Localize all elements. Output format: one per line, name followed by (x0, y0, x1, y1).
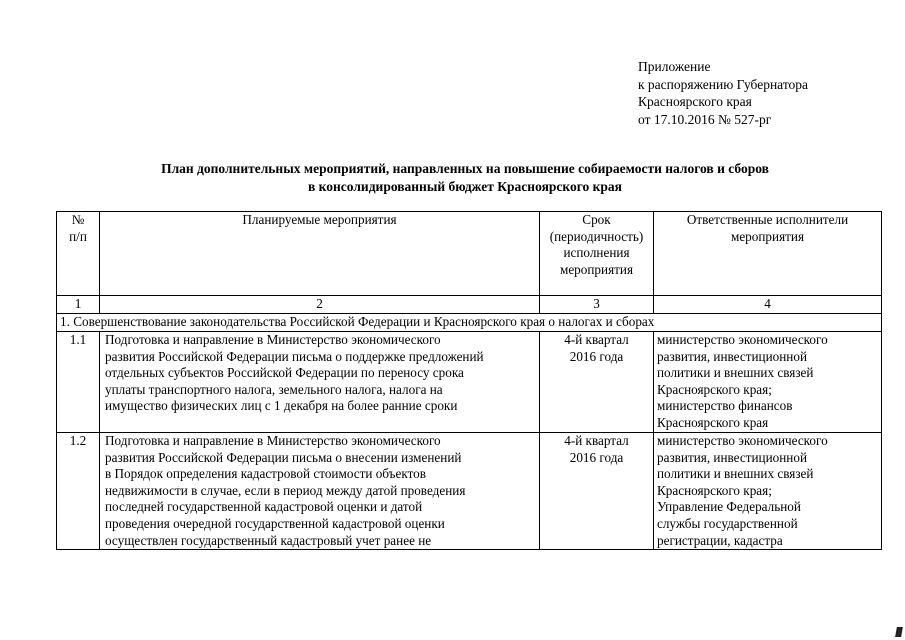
scan-artifact-mark (895, 627, 903, 637)
column-number: 3 (540, 296, 654, 314)
column-number: 2 (100, 296, 540, 314)
title-line-1: План дополнительных мероприятий, направленных на повышение собираемости налогов и сборов (161, 161, 769, 176)
column-number-row (57, 296, 882, 314)
title-line-2: в консолидированный бюджет Красноярского края (308, 179, 622, 194)
row-measure: Подготовка и направление в Министерство экономического развития Российской Федерации письма о поддержке предложений отдельных субъектов Российской Федерации по переносу срока уплаты транспортного налога, земельного налога, налога на имущество физических лиц с 1 декабря на более ранние сроки (100, 332, 540, 433)
appendix-line: Красноярского края (638, 94, 752, 109)
row-responsible: министерство экономического развития, инвестиционной политики и внешних связей Красноярского края; министерство финансов Красноярского края (654, 332, 882, 433)
table-row (57, 433, 882, 550)
row-deadline: 4-й квартал 2016 года (540, 332, 654, 433)
header-deadline: Срок (периодичность) исполнения мероприятия (540, 212, 654, 296)
row-responsible: министерство экономического развития, инвестиционной политики и внешних связей Красноярского края; Управление Федеральной службы государственной регистрации, кадастра (654, 433, 882, 550)
header-measures: Планируемые мероприятия (100, 212, 540, 296)
row-number: 1.2 (57, 433, 100, 550)
document-title (60, 160, 870, 196)
row-deadline: 4-й квартал 2016 года (540, 433, 654, 550)
header-num: № п/п (57, 212, 100, 296)
row-measure: Подготовка и направление в Министерство экономического развития Российской Федерации письма о внесении изменений в Порядок определения кадастровой стоимости объектов недвижимости в случае, если в период между датой проведения последней государственной кадастровой оценки и датой проведения очередной государственной кадастровой оценки осуществлен государственный кадастровый учет ранее не (100, 433, 540, 550)
appendix-block (638, 58, 808, 128)
table-row (57, 332, 882, 433)
header-responsible: Ответственные исполнители мероприятия (654, 212, 882, 296)
section-row (57, 314, 882, 332)
column-number: 4 (654, 296, 882, 314)
row-number: 1.1 (57, 332, 100, 433)
plan-table (56, 211, 882, 550)
table-header-row (57, 212, 882, 296)
appendix-line: Приложение (638, 59, 711, 74)
appendix-line: к распоряжению Губернатора (638, 76, 809, 92)
column-number: 1 (57, 296, 100, 314)
section-title: 1. Совершенствование законодательства Российской Федерации и Красноярского края о налогах и сборах (57, 314, 882, 332)
appendix-line: от 17.10.2016 № 527-рг (638, 111, 772, 127)
